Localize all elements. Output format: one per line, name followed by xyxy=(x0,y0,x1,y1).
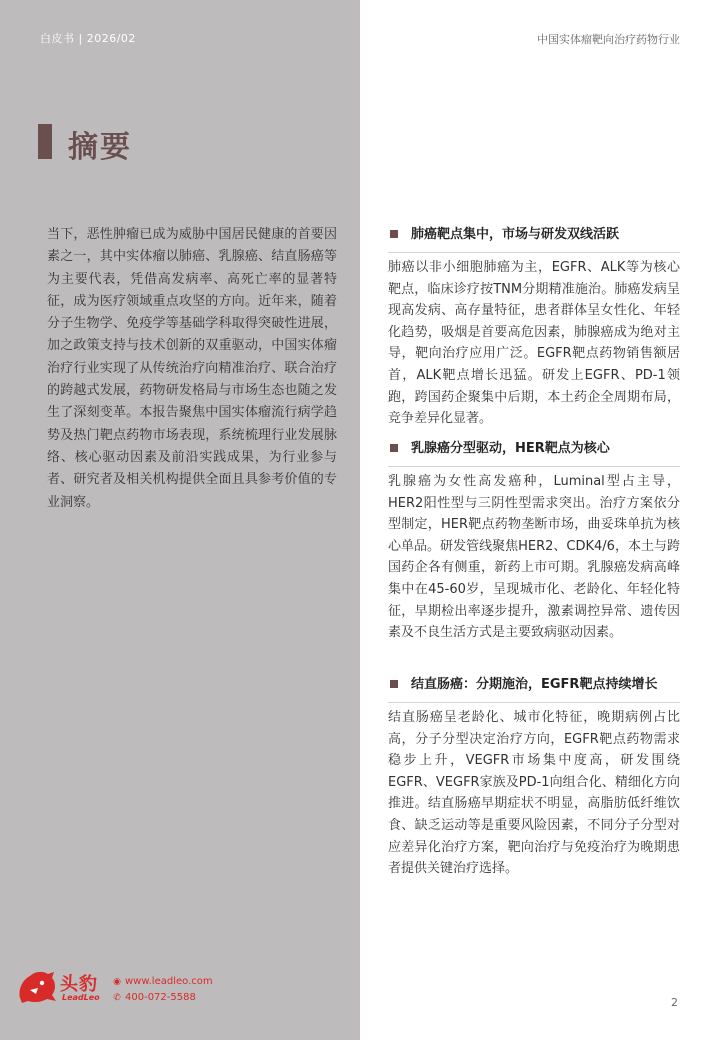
section-divider xyxy=(388,252,680,253)
logo-chinese-name: 头豹 xyxy=(60,974,98,995)
header-industry-title: 中国实体瘤靶向治疗药物行业 xyxy=(537,33,680,46)
section-colorectal-cancer xyxy=(388,674,680,880)
page-title: 摘要 xyxy=(68,130,132,165)
section-breast-cancer xyxy=(388,438,680,644)
website-row xyxy=(112,974,213,990)
header-doc-label: 白皮书 | 2026/02 xyxy=(40,32,136,45)
phone-row xyxy=(112,990,213,1006)
logo-english-name: LeadLeo xyxy=(62,993,100,1002)
contact-info xyxy=(112,974,213,1006)
section-heading-text: 肺癌靶点集中，市场与研发双线活跃 xyxy=(411,227,620,242)
square-bullet-icon xyxy=(390,680,398,688)
section-divider xyxy=(388,702,680,703)
title-accent-bar xyxy=(38,124,52,159)
intro-paragraph: 当下，恶性肿瘤已成为威胁中国居民健康的首要因素之一，其中实体瘤以肺癌、乳腺癌、结直肠癌等为主要代表，凭借高发病率、高死亡率的显著特征，成为医疗领域重点攻坚的方向。近年来，随着分子生物学、免疫学等基础学科取得突破性进展，加之政策支持与技术创新的双重驱动，中国实体瘤治疗行业实现了从传统治疗向精准治疗、联合治疗的跨越式发展，药物研发格局与市场生态也随之发生了深刻变革。本报告聚焦中国实体瘤流行病学趋势及热门靶点药物市场表现，系统梳理行业发展脉络、核心驱动因素及前沿实践成果，为行业参与者、研究者及相关机构提供全面且具参考价值的专业洞察。 xyxy=(47,227,337,510)
section-heading xyxy=(388,438,680,460)
website-link[interactable]: www.leadleo.com xyxy=(125,976,213,987)
section-heading-text: 乳腺癌分型驱动，HER靶点为核心 xyxy=(411,441,610,456)
leadleo-logo-icon xyxy=(16,968,58,1004)
section-heading xyxy=(388,224,680,246)
globe-icon: ◉ xyxy=(113,977,121,987)
section-heading-text: 结直肠癌：分期施治，EGFR靶点持续增长 xyxy=(411,677,658,692)
section-body: 结直肠癌呈老龄化、城市化特征，晚期病例占比高，分子分型决定治疗方向，EGFR靶点药物需求稳步上升，VEGFR市场集中度高，研发围绕EGFR、VEGFR家族及PD-1向组合化、精细化方向推进。结直肠癌早期症状不明显，高脂肪低纤维饮食、缺乏运动等是重要风险因素，不同分子分型对应差异化治疗方案，靶向治疗与免疫治疗为晚期患者提供关键治疗选择。 xyxy=(388,710,680,877)
square-bullet-icon xyxy=(390,444,398,452)
section-body: 乳腺癌为女性高发癌种，Luminal型占主导，HER2阳性型与三阴性型需求突出。治疗方案依分型制定，HER靶点药物垄断市场，曲妥珠单抗为核心单品。研发管线聚焦HER2、CDK4/6，本土与跨国药企各有侧重，新药上市可期。乳腺癌发病高峰集中在45-60岁，呈现城市化、老龄化、年轻化特征，早期检出率逐步提升，激素调控异常、遗传因素及不良生活方式是主要致病驱动因素。 xyxy=(388,474,680,641)
section-heading xyxy=(388,674,680,696)
phone-icon: ✆ xyxy=(113,993,121,1003)
phone-number: 400-072-5588 xyxy=(125,992,196,1003)
square-bullet-icon xyxy=(390,230,398,238)
section-lung-cancer xyxy=(388,224,680,430)
section-divider xyxy=(388,466,680,467)
page-number: 2 xyxy=(671,996,678,1009)
section-body: 肺癌以非小细胞肺癌为主，EGFR、ALK等为核心靶点，临床诊疗按TNM分期精准施治。肺癌发病呈现高发病、高存量特征，患者群体呈女性化、年轻化趋势，吸烟是首要高危因素，肺腺癌成为绝对主导，靶向治疗应用广泛。EGFR靶点药物销售额居首，ALK靶点增长迅猛。研发上EGFR、PD-1领跑，跨国药企聚集中后期，本土药企全周期布局，竞争差异化显著。 xyxy=(388,260,680,427)
